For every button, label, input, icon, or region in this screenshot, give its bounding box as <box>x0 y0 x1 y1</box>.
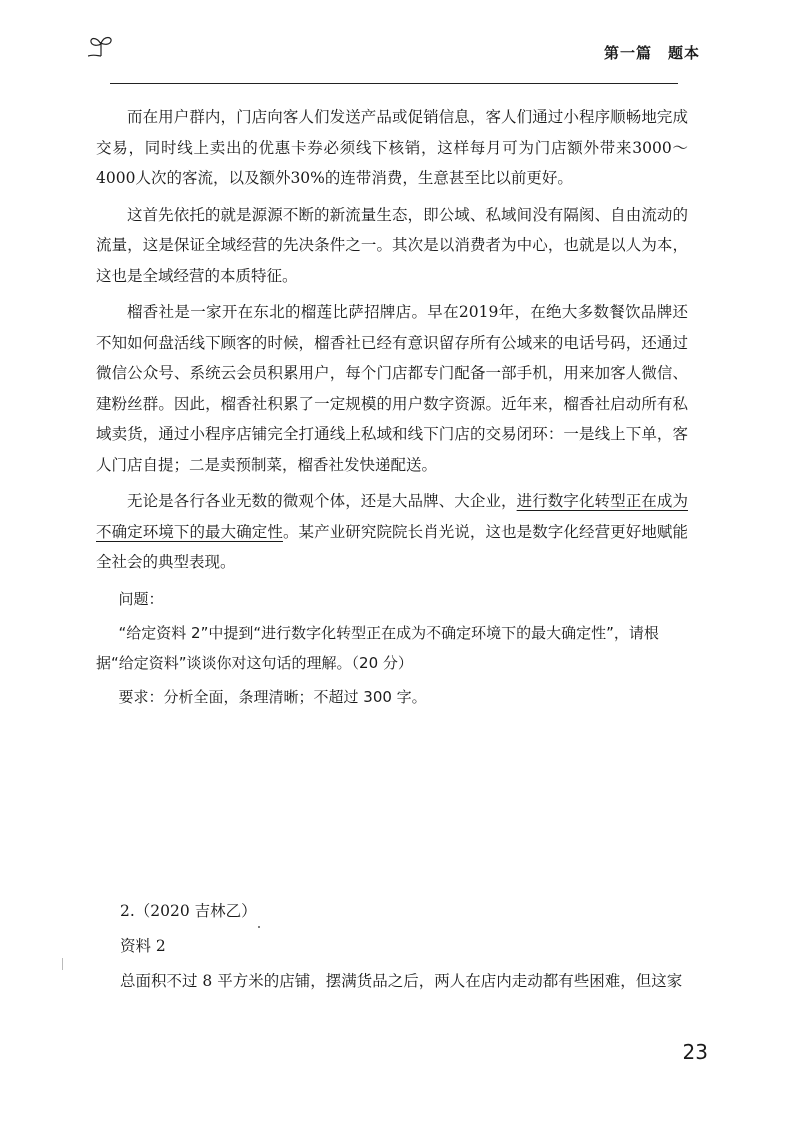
header-rule <box>110 83 678 84</box>
page-header <box>88 30 700 70</box>
sprout-icon <box>88 32 114 58</box>
paragraph-2: 这首先依托的就是源源不断的新流量生态，即公域、私域间没有隔阂、自由流动的流量，这是保证全域经营的先决条件之一。其次是以消费者为中心，也就是以人为本，这也是全域经营的本质特征。 <box>96 205 688 285</box>
paragraph-4 <box>96 486 688 578</box>
paragraph-4-before: 无论是各行各业无数的微观个体，还是大品牌、大企业， <box>127 492 517 510</box>
question-requirement: 要求：分析全面，条理清晰；不超过 300 字。 <box>118 687 427 706</box>
paragraph-3: 榴香社是一家开在东北的榴莲比萨招牌店。早在2019年，在绝大多数餐饮品牌还不知如何盘活线下顾客的时候，榴香社已经有意识留存所有公域来的电话号码，还通过微信公众号、系统云会员积累用户，每个门店都专门配备一部手机，用来加客人微信、建粉丝群。因此，榴香社积累了一定规模的用户数字资源。近年来，榴香社启动所有私域卖货，通过小程序店铺完全打通线上私域和线下门店的交易闭环：一是线上下单，客人门店自提；二是卖预制菜，榴香社发快递配送。 <box>96 303 688 474</box>
section-2-heading: 2.（2020 吉林乙） <box>120 902 257 920</box>
section-2 <box>120 896 688 997</box>
question-label: 问题： <box>118 589 164 608</box>
section-2-text: 总面积不过 8 平方米的店铺，摆满货品之后，两人在店内走动都有些困难，但这家 <box>120 972 683 990</box>
question-text: “给定资料 2”中提到“进行数字化转型正在成为不确定环境下的最大确定性”，请根据“给定资料”谈谈你对这句话的理解。（20 分） <box>96 623 659 672</box>
section-2-material: 资料 2 <box>120 937 166 955</box>
main-content <box>96 102 688 716</box>
paragraph-4-after: 。某产业研究院院长肖光说，这也是数字化经营更好地赋能全社会的典型表现。 <box>96 522 688 571</box>
underlined-sentence: 进行数字化转型正在成为不确定环境下的最大确定性 <box>96 492 688 541</box>
scan-mark <box>62 958 63 970</box>
header-title: 第一篇 题本 <box>603 44 700 62</box>
page-number: 23 <box>682 1040 708 1064</box>
paragraph-1: 而在用户群内，门店向客人们发送产品或促销信息，客人们通过小程序顺畅地完成交易，同时线上卖出的优惠卡券必须线下核销，这样每月可为门店额外带来3000～4000人次的客流，以及额外30%的连带消费，生意甚至比以前更好。 <box>96 108 688 187</box>
